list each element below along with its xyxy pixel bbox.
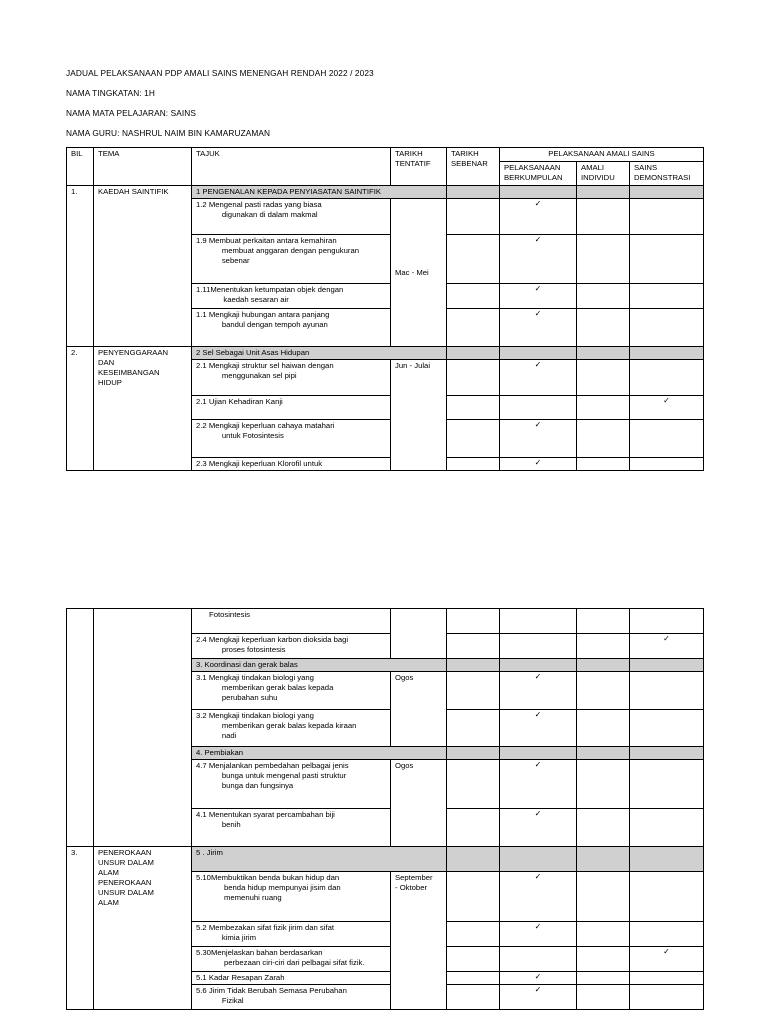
document-title: JADUAL PELAKSANAAN PDP AMALI SAINS MENENGAH RENDAH 2022 / 2023 bbox=[66, 68, 374, 78]
tajuk-item: 4.7 Menjalankan pembedahan pelbagai jenis bunga untuk mengenal pasti struktur bunga dan fungsinya bbox=[192, 760, 391, 809]
tarikh-tentatif: Ogos bbox=[391, 760, 447, 847]
tajuk-item: 1.1 Mengkaji hubungan antara panjang bandul dengan tempoh ayunan bbox=[192, 309, 391, 347]
row-bil: 1. bbox=[67, 186, 94, 347]
tajuk-item: 5.2 Membezakan sifat fizik jirim dan sifat kimia jirim bbox=[192, 922, 391, 947]
schedule-table-2 bbox=[66, 608, 704, 1010]
tajuk-item: 1.11 Menentukan ketumpatan objek dengan kaedah sesaran air bbox=[192, 284, 391, 309]
tajuk-item: 5.30 Menjelaskan bahan berdasarkan perbezaan ciri-ciri dari pelbagai sifat fizik. bbox=[192, 947, 391, 972]
col-pelaksanaan: PELAKSANAAN AMALI SAINS bbox=[500, 148, 704, 162]
check-mark: ✓ bbox=[500, 360, 577, 396]
tajuk-continuation: Fotosintesis bbox=[192, 609, 391, 634]
col-demonstrasi: SAINS DEMONSTRASI bbox=[630, 162, 704, 186]
tajuk-item: 1.9 Membuat perkaitan antara kemahiran membuat anggaran dengan pengukuran sebenar bbox=[192, 235, 391, 284]
tajuk-item: 3.1 Mengkaji tindakan biologi yang memberikan gerak balas kepada perubahan suhu bbox=[192, 672, 391, 710]
check-mark: ✓ bbox=[500, 199, 577, 235]
check-mark: ✓ bbox=[630, 947, 704, 972]
check-mark: ✓ bbox=[500, 284, 577, 309]
tajuk-item: 2.1 Mengkaji struktur sel haiwan dengan menggunakan sel pipi bbox=[192, 360, 391, 396]
subhead: 1 PENGENALAN KEPADA PENYIASATAN SAINTIFIK bbox=[192, 186, 447, 199]
tajuk-item: 5.6 Jirim Tidak Berubah Semasa Perubahan Fizikal bbox=[192, 985, 391, 1010]
check-mark: ✓ bbox=[500, 985, 577, 1010]
check-mark: ✓ bbox=[630, 396, 704, 420]
col-bil: BIL bbox=[67, 148, 94, 186]
tajuk-item: 3.2 Mengkaji tindakan biologi yang memberikan gerak balas kepada kiraan nadi bbox=[192, 710, 391, 747]
tajuk-item: 1.2 Mengenal pasti radas yang biasa digunakan di dalam makmal bbox=[192, 199, 391, 235]
check-mark: ✓ bbox=[500, 458, 577, 471]
col-tema: TEMA bbox=[94, 148, 192, 186]
check-mark: ✓ bbox=[500, 809, 577, 847]
tajuk-item: 5.1 Kadar Resapan Zarah bbox=[192, 972, 391, 985]
tarikh-tentatif: Ogos bbox=[391, 672, 447, 747]
tajuk-item: 5.10 Membuktikan benda bukan hidup dan benda hidup mempunyai jisim dan memenuhi ruang bbox=[192, 872, 391, 922]
col-tajuk: TAJUK bbox=[192, 148, 391, 186]
subhead: 4. Pembiakan bbox=[192, 747, 447, 760]
col-berkumpulan: PELAKSANAAN BERKUMPULAN bbox=[500, 162, 577, 186]
check-mark: ✓ bbox=[500, 672, 577, 710]
subhead: 5 . Jirim bbox=[192, 847, 447, 872]
tarikh-tentatif: September - Oktober bbox=[391, 872, 447, 1010]
tarikh-tentatif: Jun - Julai bbox=[391, 360, 447, 471]
check-mark: ✓ bbox=[500, 710, 577, 747]
schedule-table-1 bbox=[66, 147, 704, 471]
check-mark: ✓ bbox=[500, 972, 577, 985]
subhead: 3. Koordinasi dan gerak balas bbox=[192, 659, 447, 672]
row-bil: 3. bbox=[67, 847, 94, 1010]
tarikh-tentatif: Mac - Mei bbox=[391, 199, 447, 347]
check-mark: ✓ bbox=[500, 922, 577, 947]
check-mark: ✓ bbox=[500, 760, 577, 809]
check-mark: ✓ bbox=[500, 235, 577, 284]
tajuk-item: 4.1 Menentukan syarat percambahan biji benih bbox=[192, 809, 391, 847]
col-individu: AMALI INDIVIDU bbox=[577, 162, 630, 186]
tajuk-item: 2.3 Mengkaji keperluan Klorofil untuk bbox=[192, 458, 391, 471]
check-mark: ✓ bbox=[500, 420, 577, 458]
row-tema: KAEDAH SAINTIFIK bbox=[94, 186, 192, 347]
subhead: 2 Sel Sebagai Unit Asas Hidupan bbox=[192, 347, 447, 360]
tajuk-item: 2.1 Ujian Kehadiran Kanji bbox=[192, 396, 391, 420]
guru-line: NAMA GURU: NASHRUL NAIM BIN KAMARUZAMAN bbox=[66, 128, 271, 138]
row-tema: PENYENGGARAAN DAN KESEIMBANGAN HIDUP bbox=[94, 347, 192, 471]
check-mark: ✓ bbox=[500, 309, 577, 347]
tajuk-item: 2.4 Mengkaji keperluan karbon dioksida bagi proses fotosintesis bbox=[192, 634, 391, 659]
row-tema: PENEROKAAN UNSUR DALAM ALAM PENEROKAAN UNSUR DALAM ALAM bbox=[94, 847, 192, 1010]
check-mark: ✓ bbox=[500, 872, 577, 922]
mata-pelajaran-line: NAMA MATA PELAJARAN: SAINS bbox=[66, 108, 197, 118]
tajuk-item: 2.2 Mengkaji keperluan cahaya matahari untuk Fotosintesis bbox=[192, 420, 391, 458]
row-bil: 2. bbox=[67, 347, 94, 471]
check-mark: ✓ bbox=[630, 634, 704, 659]
col-tarikh-tentatif: TARIKH TENTATIF bbox=[391, 148, 447, 186]
col-tarikh-sebenar: TARIKH SEBENAR bbox=[447, 148, 500, 186]
tingkatan-line: NAMA TINGKATAN: 1H bbox=[66, 88, 155, 98]
